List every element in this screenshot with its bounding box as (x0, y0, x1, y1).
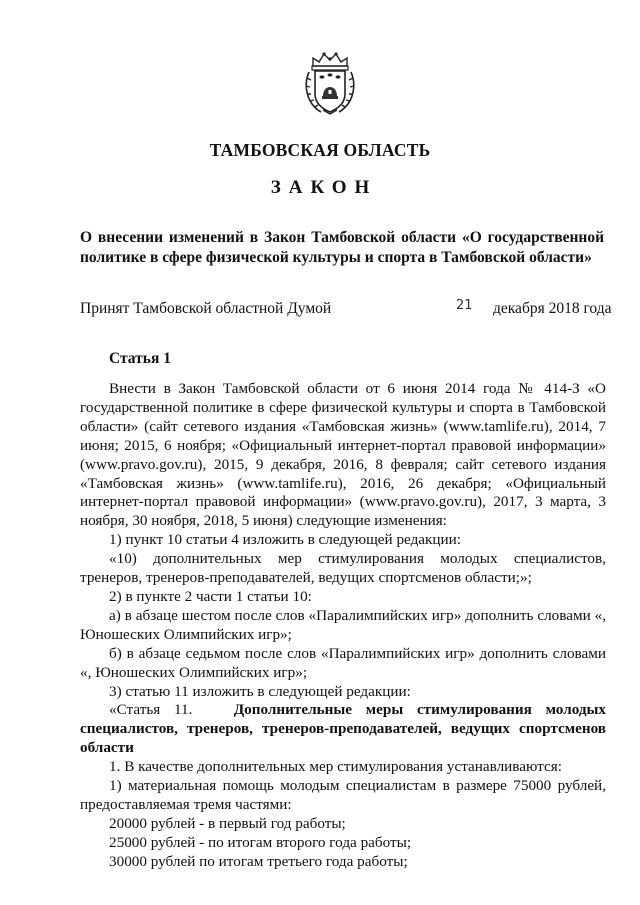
paragraph: Внести в Закон Тамбовской области от 6 июня 2014 года № 414-З «О государственной политике в сфере физической культуры и спорта в Тамбовской области» (сайт сетевого издания «Тамбовская жизнь» (www.tamlife.ru), 2014, 7 июня; 2015, 6 ноября; «Официальный интернет-портал правовой информации» (www.pravo.gov.ru), 2015, 9 декабря, 2016, 8 февраля; сайт сетевого издания «Тамбовская жизнь» (www.tamlife.ru), 2016, 26 декабря; «Официальный интернет-портал правовой информации» (www.pravo.gov.ru), 2017, 3 марта, 3 ноября, 30 ноября, 2018, 5 июня) следующие изменения: (80, 380, 606, 530)
article-11-title: Дополнительные меры стимулирования молодых специалистов, тренеров, тренеров-преподавателей, ведущих спортсменов области (80, 701, 607, 757)
region-name: ТАМБОВСКАЯ ОБЛАСТЬ (209, 140, 431, 160)
adopted-by: Принят Тамбовской областной Думой (80, 300, 332, 317)
paragraph: 3) статью 11 изложить в следующей редакции: (109, 682, 411, 700)
paragraph: «10) дополнительных мер стимулирования молодых специалистов, тренеров, тренеров-преподавателей, ведущих спортсменов области;»; (80, 550, 606, 587)
article-11-prefix: «Статья 11. (109, 701, 193, 719)
paragraph: 20000 рублей - в первый год работы; (109, 814, 346, 832)
adoption-date (456, 296, 612, 317)
article-body (80, 380, 606, 872)
coat-of-arms-icon (301, 50, 359, 116)
law-title: О внесении изменений в Закон Тамбовской области «О государственной политике в сфере физической культуры и спорта в Тамбовской области» (80, 229, 604, 266)
adoption-month-year: декабря 2018 года (493, 300, 612, 317)
paragraph: 1. В качестве дополнительных мер стимулирования устанавливаются: (109, 758, 562, 776)
adoption-day: 21 (456, 298, 473, 313)
article-11-heading (80, 701, 606, 758)
paragraph: 25000 рублей - по итогам второго года работы; (109, 833, 412, 851)
paragraph: 2) в пункте 2 части 1 статьи 10: (109, 587, 312, 605)
document-type: ЗАКОН (270, 177, 378, 198)
paragraph: б) в абзаце седьмом после слов «Паралимпийских игр» дополнить словами «, Юношеских Олимпийских игр»; (80, 644, 606, 681)
paragraph: 30000 рублей по итогам третьего года работы; (109, 852, 408, 870)
article-heading: Статья 1 (109, 350, 171, 367)
paragraph: а) в абзаце шестом после слов «Паралимпийских игр» дополнить словами «, Юношеских Олимпийских игр»; (80, 606, 606, 643)
paragraph: 1) материальная помощь молодым специалистам в размере 75000 рублей, предоставляемая тремя частями: (80, 777, 606, 813)
paragraph: 1) пункт 10 статьи 4 изложить в следующей редакции: (109, 531, 462, 549)
